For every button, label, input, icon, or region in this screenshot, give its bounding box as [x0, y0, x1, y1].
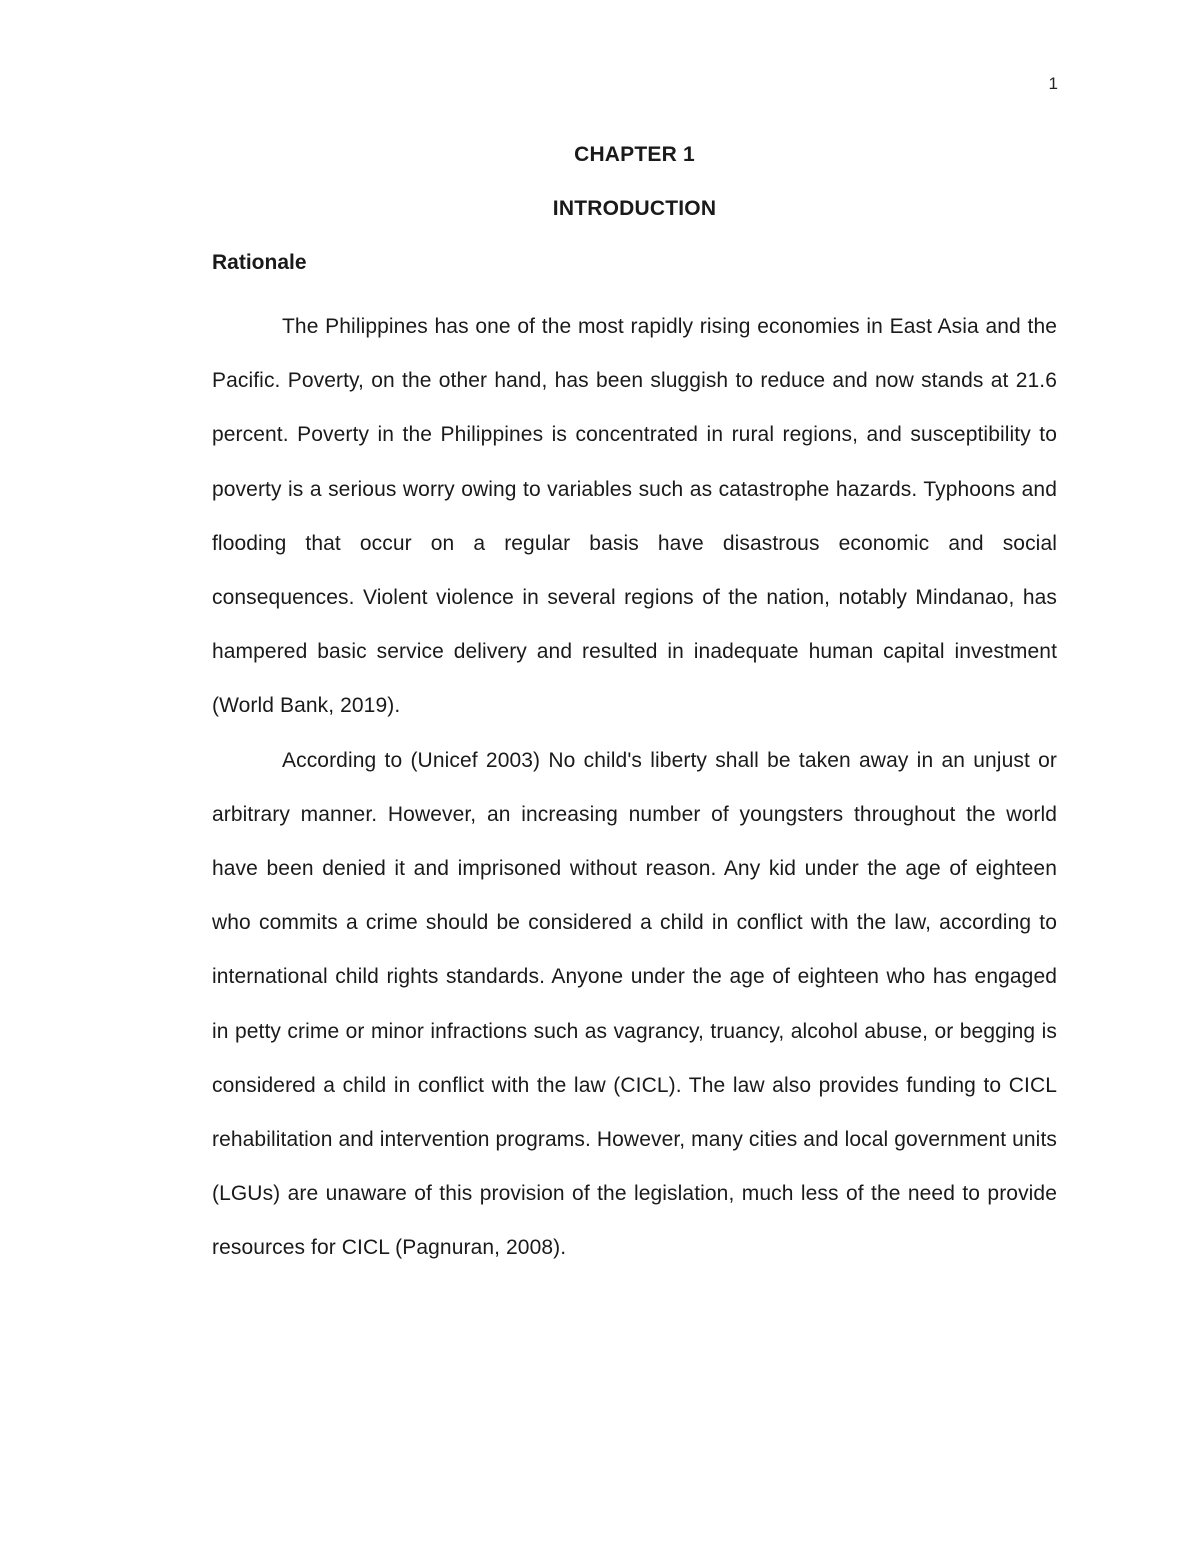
paragraph: The Philippines has one of the most rapidly rising economies in East Asia and the Pacific. Poverty, on the other hand, has been sluggish to reduce and now stands at 21.6 percent. Poverty in the Philippines is concentrated in rural regions, and susceptibility to poverty is a serious worry owing to variables such as catastrophe hazards. Typhoons and flooding that occur on a regular basis have disastrous economic and social consequences. Violent violence in several regions of the nation, notably Mindanao, has hampered basic service delivery and resulted in inadequate human capital investment (World Bank, 2019).: [212, 315, 1057, 718]
section-title: INTRODUCTION: [552, 197, 717, 220]
subheading: Rationale: [212, 251, 307, 274]
chapter-label: CHAPTER 1: [574, 143, 695, 166]
document-body: [212, 138, 1057, 1276]
paragraph: According to (Unicef 2003) No child's liberty shall be taken away in an unjust or arbitrary manner. However, an increasing number of youngsters throughout the world have been denied it and imprisoned without reason. Any kid under the age of eighteen who commits a crime should be considered a child in conflict with the law, according to international child rights standards. Anyone under the age of eighteen who has engaged in petty crime or minor infractions such as vagrancy, truancy, alcohol abuse, or begging is considered a child in conflict with the law (CICL). The law also provides funding to CICL rehabilitation and intervention programs. However, many cities and local government units (LGUs) are unaware of this provision of the legislation, much less of the need to provide resources for CICL (Pagnuran, 2008).: [212, 748, 1057, 1260]
page-number: 1: [1048, 74, 1058, 93]
